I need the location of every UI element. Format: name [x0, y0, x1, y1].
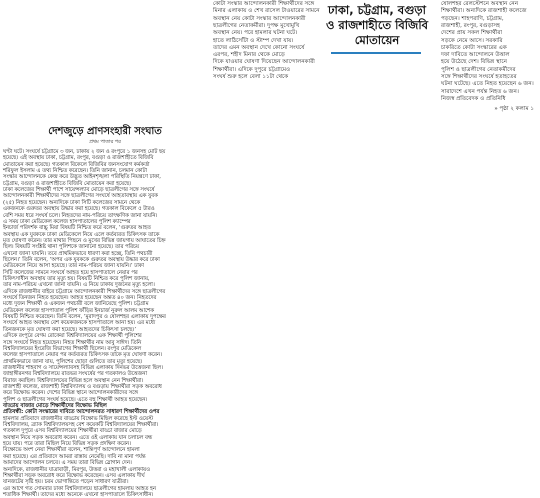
article-text-line: বাড্ডায় বাজার মোড়ে শিক্ষার্থীদের বিক্ষোভ মিছিল	[3, 403, 107, 409]
front-page-clipping	[213, 0, 540, 118]
article-text-line: বিক্ষোভে অংশ নেয়া শিক্ষার্থীরা বলেন, শান্তিপূর্ণ আন্দোলনে হামলা	[3, 447, 140, 454]
clipping-text-line: দিকে যাওয়ার ঘোষণা দিয়েছেন আন্দোলনকারী	[213, 59, 315, 66]
article-text-line: এখনো জানা যায়নি। তবে প্রাথমিকভাবে ধারণা করা হচ্ছে, তিনি পথচারী	[3, 250, 153, 257]
clipping-text-line: কোটা সংস্কার আন্দোলনকারী শিক্ষার্থীদের সঙ্গে	[213, 1, 315, 7]
article-text-line: সঙ্গে সংঘর্ষে নিহত হয়েছেন। নিহত শিক্ষার্থীর নাম আবু সাঈদ। তিনি	[3, 339, 142, 346]
clipping-text-line: শিক্ষার্থীরা। এদিকে দুপুরে চট্টগ্রামেও	[213, 66, 291, 73]
article-text-line: সংস্কার আন্দোলনকে কেন্দ্র করে উদ্ভূত আইনশৃঙ্খলা পরিস্থিতি নিয়ন্ত্রণে ঢাকা,	[3, 174, 161, 181]
article-text-line: মেডিকেল কলেজ হাসপাতাল পুলিশ ফাঁড়ির ইনচার্জ নুরুল আলম আশেক	[3, 307, 154, 314]
article-text-line: পুলিশ ও ছাত্রলীগের সংঘর্ষ হয়েছে। এতে বহু শিক্ষার্থী আহত হয়েছেন।	[3, 396, 148, 403]
article-text-line: একজনকে গুরুতর অবস্থায় উদ্ধার করা হয়েছে। গতকাল বিকেলে ৫ টারও	[3, 206, 155, 213]
clipping-text-line: হয়ে উঠেছে দেশ। বিভিন্ন স্থানে	[441, 59, 507, 66]
article-text-line: করে বিক্ষোভ করেন। দেশের বিভিন্ন স্থানে আন্দোলনকারীদের সঙ্গে	[3, 390, 138, 397]
headline-rule	[331, 52, 421, 54]
clipping-text-line: তাদের এমন অবস্থান দেখে কোনো সংঘর্ষে	[213, 44, 305, 51]
article-text-line: কলেজ হাসপাতালে নেয়ার পর কর্তব্যরত চিকিৎসক তাকে মৃত ঘোষণা করেন।	[3, 352, 162, 359]
article-text-line: ঘণ্টা ঘটে। সংঘর্ষে চট্টগ্রামে ৩ জন, ঢাকায় ২ জন ও রংপুরে ১ জনসহ মোট ছয়	[3, 149, 166, 155]
article-text-line: প্রতিবন্ধী: কোটা সংস্কারের দাবিতে আন্দোলনরত সাধারণ শিক্ষার্থীদের ওপর	[3, 409, 160, 416]
article-text-line: করা হয়েছে। এর প্রতিবাদে আমরা রাস্তায় নেমেছি। দাবি না মানা পর্যন্ত	[3, 453, 146, 460]
clipping-text-line: সংঘর্ষ শুরু হলে বেলা ১১টা থেকে	[213, 74, 289, 80]
clipping-text-line: ঘটনা ঘটেছে। এতে নিহত হয়েছেন ৬ জন।	[441, 81, 534, 88]
article-text-line: গতকাল দুপুরে এসব বিশ্ববিদ্যালয়ের শিক্ষার্থীরা বাড্ডা বাজার মোড়ে	[3, 428, 142, 435]
article-text-line: সংঘর্ষে তিনজন নিহত হয়েছেন। আহত হয়েছেন অন্তত ৪০ জন। নিহতদের	[3, 295, 157, 302]
article-text-line: শিক্ষার্থীরা সড়ক অবরোধ করে বিক্ষোভ করেছেন। এসব এলাকায় দীর্ঘ	[3, 472, 145, 479]
article-text-line: তিনজনকে মৃত ঘোষণা করা হয়েছে। আহতদের চিকিৎসা চলছে।’	[3, 326, 137, 333]
article-text-line: এর আগে গত সোমবার ঢাকা বিশ্ববিদ্যালয়ে ছাত্রলীগের হামলায় আহত হন	[3, 485, 156, 492]
article-text-line: জাহাঙ্গীরনগর বিশ্ববিদ্যালয়ে রাতভর সংঘর্ষের পর গতকালও উত্তেজনা	[3, 371, 148, 378]
article-text-line: (২৫) নিহত হয়েছেন। অন্যদিকে ঢাকা সিটি কলেজের সামনে থেকে	[3, 199, 141, 206]
article-text-line: শরিফুল ইসলাম এ তথ্য নিশ্চিত করেছেন। তিনি জানান, চলমান কোটা	[3, 168, 147, 175]
article-text-line: মেডিকেলে নিয়ে আসা হয়েছে। তার নাম-পরিচয় জানা যায়নি।’ ঢাকা	[3, 263, 144, 270]
article-text-line: বিরাজ করছিল। বিশ্ববিদ্যালয়ের বিভিন্ন হলে অবস্থান নেন শিক্ষার্থীরা।	[3, 377, 144, 384]
clipping-text-line: সড়কে নেমে আসে। সরকারি	[441, 37, 503, 44]
article-title: দেশজুড়ে প্রাণসংহারী সংঘাত	[48, 126, 162, 137]
article-text-line: ঢাকা কলেজের শিক্ষার্থী পাশে সায়েন্সল্যাব মোড়ে ছাত্রলীগের সঙ্গে সংঘর্ষে	[3, 187, 155, 194]
article-text-line: বিষয়টি নিশ্চিত করেছেন। তিনি বলেন, ‘মুরাদপুর ও ষোলশহর এলাকায় দুপক্ষের	[3, 314, 166, 321]
article-text-line: এদিকে রাজধানীর বাইরে চট্টগ্রামে আন্দোলনকারী শিক্ষার্থীদের সঙ্গে ছাত্রলীগের	[3, 288, 166, 295]
clipping-text-line: চাকরিতে কোটা সংস্কারের এক	[441, 44, 507, 51]
article-text-line: ইনচার্জ পরিদর্শক বাচ্চু মিয়া বিষয়টি নিশ্চিত করে বলেন, ‘গুরুতর আহত	[3, 225, 151, 232]
article-text-line: মধ্যে দুজন শিক্ষার্থী ও একজন পথচারী বলে জানিয়েছে পুলিশ। চট্টগ্রাম	[3, 301, 149, 308]
article-text-line: সংঘর্ষে আহত অবস্থায় বেশ কয়েকজনকে হাসপাতালে আনা হয়। এর মধ্যে	[3, 320, 156, 327]
clipping-text-line: সারাদেশে এখন পর্যন্ত নিহত ৬ জন।	[441, 88, 519, 95]
article-text-line: সিটি কলেজের সামনে সংঘর্ষে আহত হয়ে হাসপাতালে নেয়ার পর	[3, 269, 138, 276]
article-text-line: মোতায়েন করা হয়েছে। গতকাল বিকেলে বিজিবির জনসংযোগ কর্মকর্তা	[3, 161, 150, 168]
clipping-text-line: হাতে লাঠিসোঁটা ও স্টাম্প দেখা যায়।	[213, 37, 294, 44]
article-text-line: রাজশাহী কলেজ, রাজশাহী বিশ্ববিদ্যালয় ও বগুড়ায় শিক্ষার্থীরা সড়ক অবরোধ	[3, 383, 162, 390]
headline	[317, 3, 437, 48]
article-text-line: অবস্থান নিয়ে সড়ক অবরোধ করেন। এতে ওই এলাকায় যান চলাচল বন্ধ	[3, 434, 153, 441]
clipping-text-line: নিজস্ব প্রতিবেদক ও প্রতিনিধি	[441, 95, 506, 102]
clipping-text-line: অবস্থান নেয় কোটা সংস্কার আন্দোলনকারী	[213, 15, 306, 22]
article-text-line: প্রাথমিকভাবে জানা যায়, পুলিশের ছোড়া গুলিতে তার মৃত্যু হয়েছে।	[3, 358, 143, 365]
article-text-line: আমাদের আন্দোলন চলবে। এ সময় তারা বিভিন্ন স্লোগান দেন।	[3, 460, 132, 467]
headline-line: মোতায়েন	[354, 33, 400, 47]
article-text-line: এ সময় ঢাকা মেডিকেল কলেজ হাসপাতালের পুলিশ ক্যাম্পের	[3, 218, 131, 225]
clipping-text-line: অবস্থান নেয়। পরে হামলার ঘটনা ঘটে।	[213, 30, 298, 37]
continued-on-page-note: » পৃষ্ঠা ২ কলাম ১	[494, 106, 534, 112]
article-text-line: চিকিৎসাধীন অবস্থায় তার মৃত্যু হয়। বিষয়টি নিশ্চিত করে পুলিশ জানায়,	[3, 276, 150, 282]
article-text-line: অন্যদিকে, রাজধানীর যাত্রাবাড়ী, মিরপুর, উত্তরা ও মহাখালী এলাকায়ও	[3, 466, 150, 473]
clipping-text-line: এরপর, শহীদ মিনার থেকে মোড়ে	[213, 52, 285, 59]
headline-line: ঢাকা, চট্টগ্রাম, বগুড়া	[328, 3, 426, 17]
clipping-text-line: ছাত্রলীগের নেতাকর্মীরা। দুপক্ষ মুখোমুখি	[213, 22, 300, 29]
article-text-line: অবস্থায় এক যুবককে ঢাকা মেডিকেলে নিয়ে এলে কর্তব্যরত চিকিৎসক তাকে	[3, 231, 160, 238]
article-text-line: মৃত ঘোষণা করেন। তার মাথার পিছনে ও মুখের বিভিন্ন জায়গায় আঘাতের চিহ্ন	[3, 237, 166, 244]
clipping-text-line: দফা দাবিতে আন্দোলনে উত্তাল	[441, 52, 510, 59]
clipping-text-line: পুলিশ ও ছাত্রলীগের নেতাকর্মীদের	[441, 66, 516, 73]
article-text-line: হয়েছে। এই অবস্থায় ঢাকা, চট্টগ্রাম, রংপুর, বগুড়া ও রাজশাহীতে বিজিবি	[3, 155, 154, 162]
article-text-line: ছিল। বিষয়টি সংশ্লিষ্ট থানা পুলিশকে জানানো হয়েছে। তার পরিচয়	[3, 244, 140, 251]
clipping-text-line: মিনার এলাকায় ও শেখ রাসেল টাওয়ারের সামনে	[213, 8, 320, 15]
article-text-line: এদিকে রংপুরে বেগম রোকেয়া বিশ্ববিদ্যালয়ের এক শিক্ষার্থী পুলিশের	[3, 333, 142, 340]
clipping-text-line: ষোলশহর রেলস্টেশনে অবস্থান নেন	[441, 1, 519, 7]
article-text-line: তার নাম-পরিচয় এখনো জানা যায়নি। এ নিয়ে ঢাকায় দুজনের মৃত্যু হলো।	[3, 282, 155, 289]
article-text-line: যানজটের সৃষ্টি হয়। চরম ভোগান্তিতে পড়েন সাধারণ যাত্রীরা।	[3, 479, 129, 486]
clipping-text-line: রাজশাহী, রংপুর, বগুড়াসহ	[441, 22, 500, 29]
clipping-text-line: দেশের প্রায় সকল শিক্ষার্থীরা	[441, 30, 503, 37]
clipping-text-line: পড়ছেন। শাহপরাণি, চট্টগ্রাম,	[441, 15, 504, 22]
article-text-line: বেশি সময় ধরে সংঘর্ষ চলে। নিহতদের নাম-পরিচয় তাৎক্ষণিক জানা যায়নি।	[3, 212, 158, 219]
article-subtitle: প্রথম পাতার পর	[89, 139, 121, 145]
clipping-text-line: শিক্ষার্থীরা। অন্যদিকে রাজশাহী কলেজে	[441, 8, 527, 15]
article-text-line: হামলার প্রতিবাদে রাজধানীর বাড্ডায় বিক্ষোভ মিছিল করেছে ইস্ট ওয়েস্ট	[3, 415, 153, 422]
headline-line: ও রাজশাহীতে বিজিবি	[325, 18, 429, 32]
article-text-line: হয়ে যায়। পরে তারা মিছিল নিয়ে বিভিন্ন সড়ক প্রদক্ষিণ করেন।	[3, 441, 131, 448]
article-text-line: চট্টগ্রাম, বগুড়া ও রাজশাহীতে বিজিবি মোতায়েন করা হয়েছে।	[3, 180, 132, 187]
article-text-line: ছিলেন।’ তিনি বলেন, ‘অপর এক যুবককে গুরুতর অবস্থায় উদ্ধার করে ঢাকা	[3, 256, 160, 263]
article-text-line: শতাধিক শিক্ষার্থী। তাদের মধ্যে অনেকে এখনো হাসপাতালে চিকিৎসাধীন।	[3, 491, 154, 498]
article-text-line: আন্দোলনকারী শিক্ষার্থীদের সঙ্গে ছাত্রলীগের সংঘর্ষে আহতাবস্থায় এক যুবক	[3, 193, 158, 200]
article-text-line: বিশ্ববিদ্যালয়, ব্র্যাক বিশ্ববিদ্যালয়সহ বেশ কয়েকটি বিশ্ববিদ্যালয়ের শিক্ষার্থীরা।	[3, 422, 159, 429]
article-clipping	[0, 118, 203, 498]
clipping-text-line: সঙ্গে শিক্ষার্থীদের সংঘর্ষে হতাহতের	[441, 74, 517, 80]
article-text-line: রাজধানীর শাহবাগ ও সায়েন্সল্যাবসহ বিভিন্ন এলাকায় দিনভর উত্তেজনা ছিল।	[3, 364, 163, 371]
article-text-line: বিশ্ববিদ্যালয়ের ইংরেজি বিভাগের শিক্ষার্থী ছিলেন। রংপুর মেডিকেল	[3, 345, 142, 352]
